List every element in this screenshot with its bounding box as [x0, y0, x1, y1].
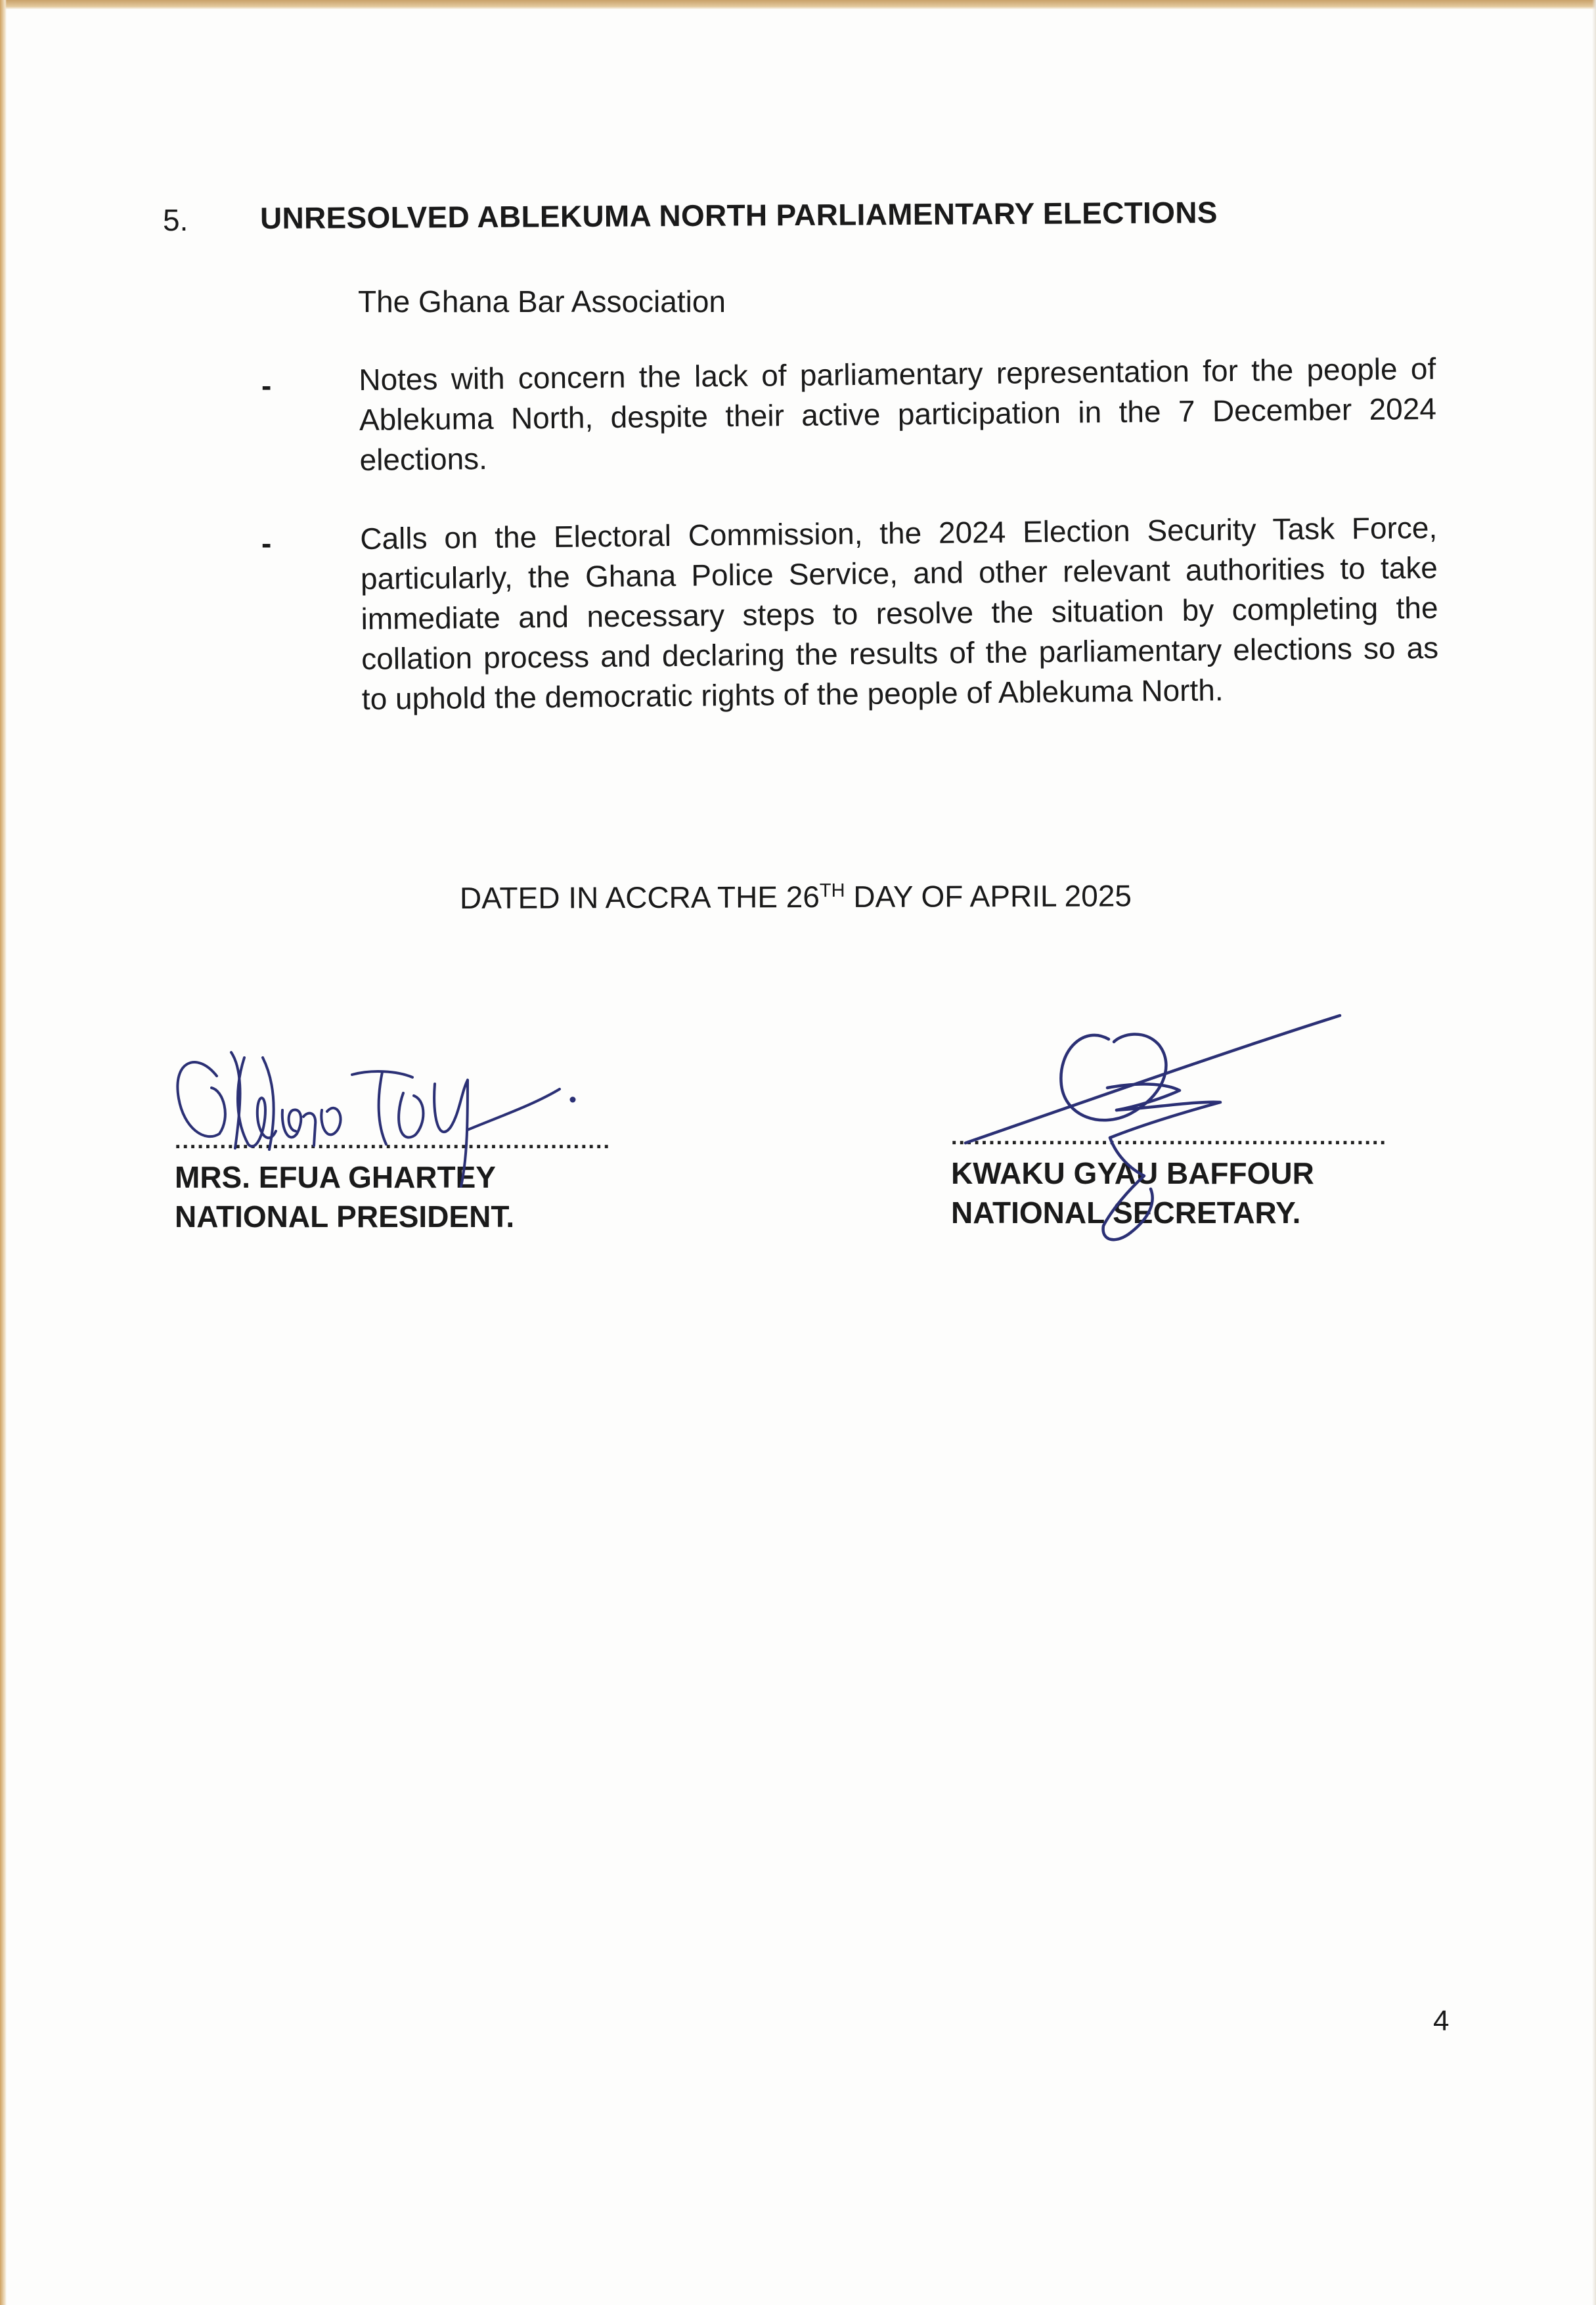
- page-right-edge: [1592, 0, 1596, 2305]
- signature-line-right: ..........................................................: [951, 1125, 1387, 1150]
- dated-ordinal-suffix: TH: [819, 880, 845, 902]
- intro-line: The Ghana Bar Association: [358, 284, 726, 319]
- section-heading: UNRESOLVED ABLEKUMA NORTH PARLIAMENTARY ELECTIONS: [259, 195, 1218, 235]
- signature-line-left: ..........................................................: [175, 1129, 611, 1153]
- page-top-edge: [0, 0, 1596, 9]
- bullet-paragraph-notes: Notes with concern the lack of parliamentary representation for the people of Ablekuma North, despite their active participation in the 7 December 2024 elections.: [359, 351, 1437, 477]
- page-number: 4: [1433, 2005, 1450, 2037]
- president-title: NATIONAL PRESIDENT.: [175, 1199, 515, 1234]
- president-name: MRS. EFUA GHARTEY: [175, 1160, 496, 1194]
- dated-line: [460, 878, 1132, 916]
- dated-suffix: DAY OF APRIL 2025: [845, 878, 1132, 914]
- bullet-paragraph-calls: Calls on the Electoral Commission, the 2024 Election Security Task Force, particularly, the Ghana Police Service, and other relevant authorities to take immediate and necessary steps to resolve the situation by completing the collation process and declaring the results of the parliamentary elections so as to uphold the democratic rights of the people of Ablekuma North.: [360, 510, 1439, 716]
- section-number: 5.: [163, 203, 188, 237]
- secretary-name: KWAKU GYAU BAFFOUR: [951, 1156, 1314, 1190]
- secretary-title: NATIONAL SECRETARY.: [951, 1196, 1301, 1230]
- page-left-edge: [0, 0, 7, 2305]
- bullet-dash: -: [261, 526, 272, 560]
- bullet-dash: -: [261, 369, 272, 403]
- dated-prefix: DATED IN ACCRA THE 26: [459, 880, 820, 915]
